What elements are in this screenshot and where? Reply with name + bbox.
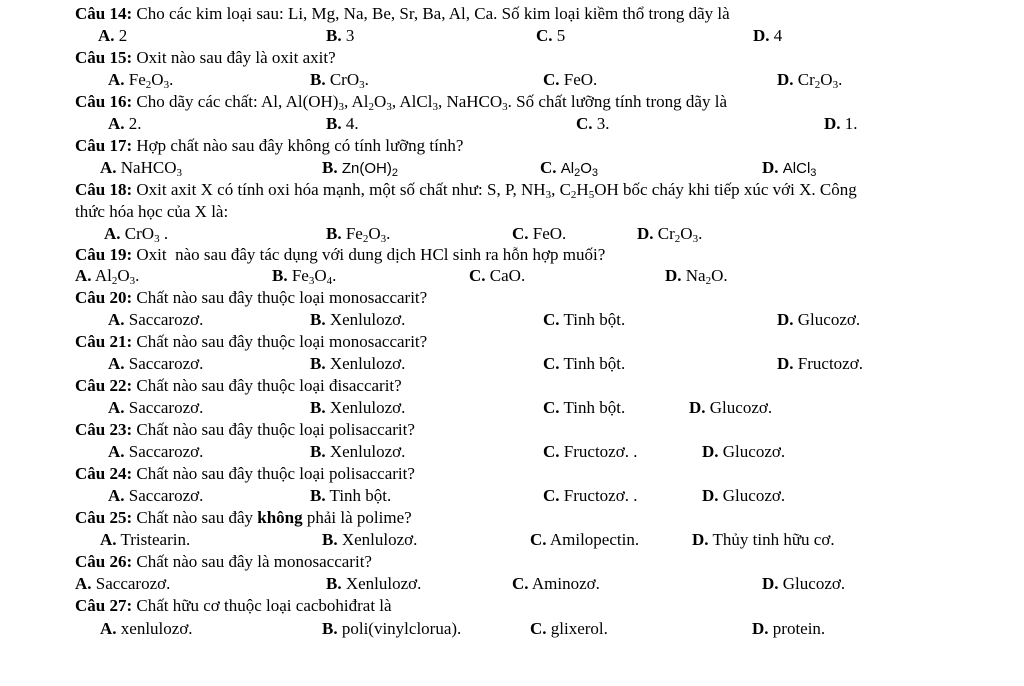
formula: CrO$_3$. [329,70,369,91]
formula: NaHCO$_3$ [120,158,182,179]
formula: $Zn(OH)_2$ [341,160,398,179]
question-21 [75,332,427,352]
formula: $Al_2O_3$ [560,160,599,179]
option-20-b: B. Xenlulozơ. [310,310,406,329]
option-14-d: D. 4 [753,26,783,45]
option-23-a: A. Saccarozơ. [108,442,204,461]
question-label: Câu 24: [75,464,133,483]
option-14-a: A. 2 [98,26,128,45]
question-text: Cho dãy các chất: Al, $Al(OH)_3$, $Al_2O_3$, AlCl$_3$, NaHCO$_3$. Số chất lưỡng tính trong dãy là [136,92,727,113]
option-17-b: B. $Zn(OH)_2$ [322,158,398,179]
question-text: Chất nào sau đây thuộc loại monosaccarit? [136,332,428,351]
question-25 [75,508,412,528]
formula: $Cr_2O_3$. [657,224,703,245]
option-19-a: A. $Al_2O_3$. [75,266,140,287]
option-16-a: A. 2. [108,114,142,133]
option-17-d: D. AlCl$_3$ [762,158,817,179]
question-text: Hợp chất nào sau đây không có tính lưỡng tính? [136,136,464,155]
question-label: Câu 17: [75,136,133,155]
option-24-b: B. Tinh bột. [310,486,392,505]
question-19 [75,245,605,265]
option-20-d: D. Glucozơ. [777,310,861,329]
option-18-c: C. FeO. [512,224,567,243]
formula: CrO$_3$ . [124,224,169,245]
formula: CaO. [489,266,526,285]
formula: $Na_2O$. [685,266,728,287]
question-label: Câu 25: [75,508,133,527]
question-18 [75,180,857,200]
option-22-d: D. Glucozơ. [689,398,773,417]
option-27-c: C. glixerol. [530,619,608,638]
option-23-b: B. Xenlulozơ. [310,442,406,461]
formula: $Fe_3O_4$. [291,266,337,287]
question-17 [75,136,463,156]
option-26-c: C. Aminozơ. [512,574,600,593]
question-text: Oxit nào sau đây tác dụng với dung dịch HCl sinh ra hỗn hợp muối? [136,245,606,264]
option-18-d: D. $Cr_2O_3$. [637,224,703,245]
option-21-c: C. Tinh bột. [543,354,626,373]
question-label: Câu 26: [75,552,133,571]
question-text: Cho các kim loại sau: Li, Mg, Na, Be, Sr, Ba, Al, Ca. Số kim loại kiềm thổ trong dãy là [136,4,730,23]
option-15-a: A. $Fe_2O_3$. [108,70,174,91]
option-22-c: C. Tinh bột. [543,398,626,417]
question-text: Chất nào sau đây là monosaccarit? [136,552,372,571]
option-22-b: B. Xenlulozơ. [310,398,406,417]
formula: AlCl$_3$ [782,160,817,179]
option-26-a: A. Saccarozơ. [75,574,171,593]
option-15-c: C. FeO. [543,70,598,89]
option-19-d: D. $Na_2O$. [665,266,728,287]
option-14-b: B. 3 [326,26,355,45]
question-16 [75,92,727,112]
option-21-b: B. Xenlulozơ. [310,354,406,373]
question-label: Câu 19: [75,245,133,264]
formula: FeO. [563,70,598,89]
formula: FeO. [532,224,567,243]
question-label: Câu 20: [75,288,133,307]
option-26-b: B. Xenlulozơ. [326,574,422,593]
question-label: Câu 27: [75,596,133,615]
option-16-d: D. 1. [824,114,858,133]
option-17-c: C. $Al_2O_3$ [540,158,599,179]
question-text: Chất nào sau đây thuộc loại polisaccarit? [136,464,415,483]
option-20-a: A. Saccarozơ. [108,310,204,329]
question-20 [75,288,427,308]
question-text: Chất nào sau đây [136,508,254,527]
option-25-b: B. Xenlulozơ. [322,530,418,549]
option-27-a: A. xenlulozơ. [100,619,193,638]
question-23 [75,420,415,440]
question-18-continued [75,202,228,222]
question-label: Câu 16: [75,92,133,111]
formula: $Cr_2O_3$. [797,70,843,91]
option-16-c: C. 3. [576,114,610,133]
option-27-d: D. protein. [752,619,826,638]
question-26 [75,552,372,572]
question-text: Chất nào sau đây thuộc loại monosaccarit? [136,288,428,307]
question-label: Câu 22: [75,376,133,395]
formula: $Fe_2O_3$. [345,224,391,245]
formula: $Fe_2O_3$. [128,70,174,91]
option-26-d: D. Glucozơ. [762,574,846,593]
option-23-c: C. Fructozơ. . [543,442,638,461]
option-18-a: A. CrO$_3$ . [104,224,169,245]
option-22-a: A. Saccarozơ. [108,398,204,417]
option-15-d: D. $Cr_2O_3$. [777,70,843,91]
option-24-d: D. Glucozơ. [702,486,786,505]
question-label: Câu 15: [75,48,133,67]
option-16-b: B. 4. [326,114,359,133]
question-emphasis: không [257,508,303,527]
option-27-b: B. poli(vinylclorua). [322,619,462,638]
option-25-c: C. Amilopectin. [530,530,640,549]
option-14-c: C. 5 [536,26,566,45]
question-label: Câu 21: [75,332,133,351]
question-27 [75,596,392,616]
question-text: thức hóa học của X là: [75,202,229,221]
question-24 [75,464,415,484]
question-label: Câu 23: [75,420,133,439]
option-19-c: C. CaO. [469,266,526,285]
option-24-a: A. Saccarozơ. [108,486,204,505]
formula: $Al_2O_3$. [94,266,140,287]
question-text: Chất hữu cơ thuộc loại cacbohiđrat là [136,596,392,615]
question-label: Câu 18: [75,180,133,199]
option-17-a: A. NaHCO$_3$ [100,158,182,179]
option-21-a: A. Saccarozơ. [108,354,204,373]
option-20-c: C. Tinh bột. [543,310,626,329]
option-23-d: D. Glucozơ. [702,442,786,461]
question-text: Oxit nào sau đây là oxit axit? [136,48,336,67]
option-25-d: D. Thủy tinh hữu cơ. [692,530,835,549]
question-22 [75,376,402,396]
question-text: Chất nào sau đây thuộc loại polisaccarit? [136,420,415,439]
question-text: Chất nào sau đây thuộc loại đisaccarit? [136,376,402,395]
question-text: phải là polime? [306,508,412,527]
option-25-a: A. Tristearin. [100,530,191,549]
question-label: Câu 14: [75,4,133,23]
question-text: Oxit axit X có tính oxi hóa mạnh, một số chất như: S, P, $NH_3$, $C_2H_5OH$ bốc cháy khi tiếp xúc với X. Công [136,180,857,201]
option-21-d: D. Fructozơ. [777,354,863,373]
question-14 [75,4,730,24]
option-15-b: B. CrO$_3$. [310,70,369,91]
option-19-b: B. $Fe_3O_4$. [272,266,337,287]
question-15 [75,48,336,68]
option-24-c: C. Fructozơ. . [543,486,638,505]
option-18-b: B. $Fe_2O_3$. [326,224,391,245]
